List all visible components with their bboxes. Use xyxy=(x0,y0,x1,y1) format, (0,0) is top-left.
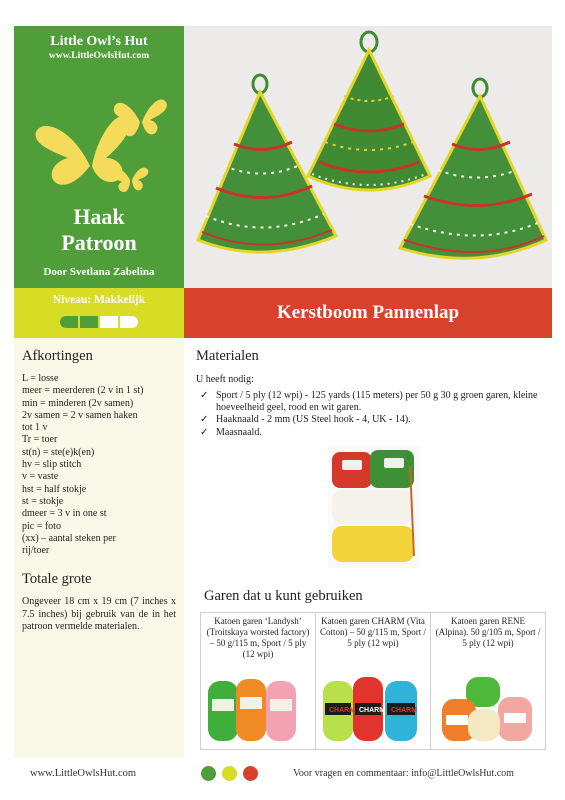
yarn-option xyxy=(431,613,545,749)
footer-website[interactable]: www.LittleOwlsHut.com xyxy=(30,768,137,779)
check-icon: ✓ xyxy=(200,390,209,401)
left-sidebar xyxy=(14,338,184,758)
material-text: Sport / 5 ply (12 wpi) - 125 yards (115 meters) per 50 g 30 g groen garen, kleine hoeveelheid geel, rood en wit garen. xyxy=(216,390,538,414)
list-item: Tr = toer xyxy=(22,434,58,446)
list-item: pic = foto xyxy=(22,520,61,532)
list-item: 2v samen = 2 v samen haken xyxy=(22,409,138,421)
butterfly-logo-icon xyxy=(32,88,172,198)
green-dot-icon xyxy=(201,766,216,781)
list-item: st(n) = ste(e)k(en) xyxy=(22,446,95,458)
list-item: v = vaste xyxy=(22,471,59,483)
abbreviations-heading: Afkortingen xyxy=(22,348,93,364)
pattern-name-banner: Kerstboom Pannenlap xyxy=(184,288,552,338)
list-item: hst = half stokje xyxy=(22,483,87,495)
difficulty-pill-filled xyxy=(80,316,98,328)
list-item: tot 1 v xyxy=(22,422,48,434)
potholder-illustration xyxy=(184,26,552,288)
brand-url[interactable]: www.LittleOwlsHut.com xyxy=(48,51,150,61)
brand-label: CHARM xyxy=(329,707,356,714)
footer-color-dots xyxy=(201,766,258,781)
brand-label: CHARM xyxy=(391,707,418,714)
list-item xyxy=(200,390,545,414)
yarn-options-heading: Garen dat u kunt gebruiken xyxy=(204,588,363,604)
list-item: min = minderen (2v samen) xyxy=(22,397,134,409)
rene-yarn-photo xyxy=(436,675,540,745)
charm-yarn-photo xyxy=(321,675,425,745)
difficulty-panel xyxy=(14,288,184,338)
brand-label: CHARM xyxy=(359,707,386,714)
check-icon: ✓ xyxy=(200,414,209,426)
yarn-description: Katoen garen CHARM (Vita Cotton) – 50 g/115 m, Sport / 5 ply (12 wpi) xyxy=(320,616,426,648)
yarn-description: Katoen garen RENE (Alpina). 50 g/105 m, Sport / 5 ply (12 wpi) xyxy=(435,616,541,648)
christmas-tree-potholder-photo xyxy=(184,26,552,288)
difficulty-pill-filled xyxy=(60,316,78,328)
list-item: st = stokje xyxy=(22,495,64,507)
material-text: Haaknaald - 2 mm (US Steel hook - 4, UK - 14). xyxy=(216,414,411,426)
yarn-description: Katoen garen ‘Landysh’ (Troitskaya worsted factory) – 50 g/115 m, Sport / 5 ply (12 wpi) xyxy=(206,616,310,659)
list-item: meer = meerderen (2 v in 1 st) xyxy=(22,385,144,397)
difficulty-pill-empty xyxy=(100,316,118,328)
list-item: L = losse xyxy=(22,373,59,384)
footer-contact[interactable]: Voor vragen en commentaar: info@LittleOwlsHut.com xyxy=(293,768,514,779)
difficulty-meter xyxy=(60,316,138,328)
pattern-title-line2: Patroon xyxy=(61,230,137,255)
landysh-yarn-photo xyxy=(206,675,310,745)
pattern-title-line1: Haak xyxy=(73,204,125,229)
total-size-heading: Totale grote xyxy=(22,571,92,588)
author-credit: Door Svetlana Zabelina xyxy=(43,266,155,278)
list-item xyxy=(200,427,545,439)
list-item: dmeer = 3 v in one st xyxy=(22,508,107,520)
yarn-options-table xyxy=(200,612,546,750)
yellow-dot-icon xyxy=(222,766,237,781)
list-item: (xx) – aantal steken per xyxy=(22,532,116,544)
material-text: Maasnaald. xyxy=(216,426,262,438)
brand-name: Little Owl’s Hut xyxy=(50,34,148,49)
list-item: rij/toer xyxy=(22,545,50,557)
materials-list xyxy=(200,390,545,439)
yarn-balls-photo xyxy=(328,446,420,568)
list-item: hv = slip stitch xyxy=(22,459,82,471)
difficulty-label: Niveau: Makkelijk xyxy=(52,294,146,306)
difficulty-pill-empty xyxy=(120,316,138,328)
yarn-option xyxy=(201,613,316,749)
red-dot-icon xyxy=(243,766,258,781)
yarn-option xyxy=(316,613,431,749)
materials-heading: Materialen xyxy=(196,348,259,364)
title-panel xyxy=(14,26,184,288)
total-size-text: Ongeveer 18 cm x 19 cm (7 inches x 7.5 inches) bij gebruik van de in het patroon vermelde materialen. xyxy=(22,596,176,633)
list-item xyxy=(200,414,545,426)
abbreviations-list xyxy=(22,373,176,557)
materials-intro: U heeft nodig: xyxy=(196,374,254,385)
check-icon: ✓ xyxy=(200,426,209,438)
